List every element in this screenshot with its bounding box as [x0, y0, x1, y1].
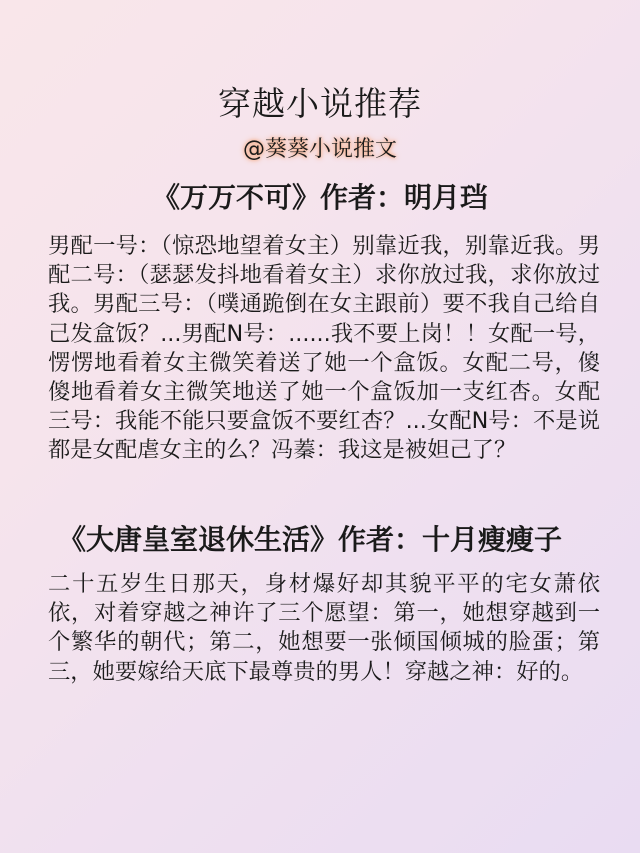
book-title-1: 《万万不可》作者：明月珰 [151, 181, 488, 214]
account-handle: @葵葵小说推文 [242, 137, 397, 162]
book-description-2: 二十五岁生日那天，身材爆好却其貌平平的宅女萧依依，对着穿越之神许了三个愿望：第一，她想穿越到一个繁华的朝代；第二，她想要一张倾国倾城的脸蛋；第三，她要嫁给天底下最尊贵的男人！穿越之神：好的。 [48, 571, 600, 685]
book-title-2: 《大唐皇室退休生活》作者：十月瘦瘦子 [58, 523, 563, 556]
book-description-1: 男配一号：（惊恐地望着女主）别靠近我，别靠近我。男配二号：（瑟瑟发抖地看着女主）求你放过我，求你放过我。男配三号：（噗通跪倒在女主跟前）要不我自己给自己发盒饭？...男配N号：......我不要上岗！！女配一号，愣愣地看着女主微笑着送了她一个盒饭。女配二号，傻傻地看着女主微笑地送了她一个盒饭加一支红杏。女配三号：我能不能只要盒饭不要红杏？...女配N号：不是说都是女配虐女主的么？冯蓁：我这是被妲己了？ [48, 233, 600, 464]
page-title: 穿越小说推荐 [218, 84, 422, 123]
